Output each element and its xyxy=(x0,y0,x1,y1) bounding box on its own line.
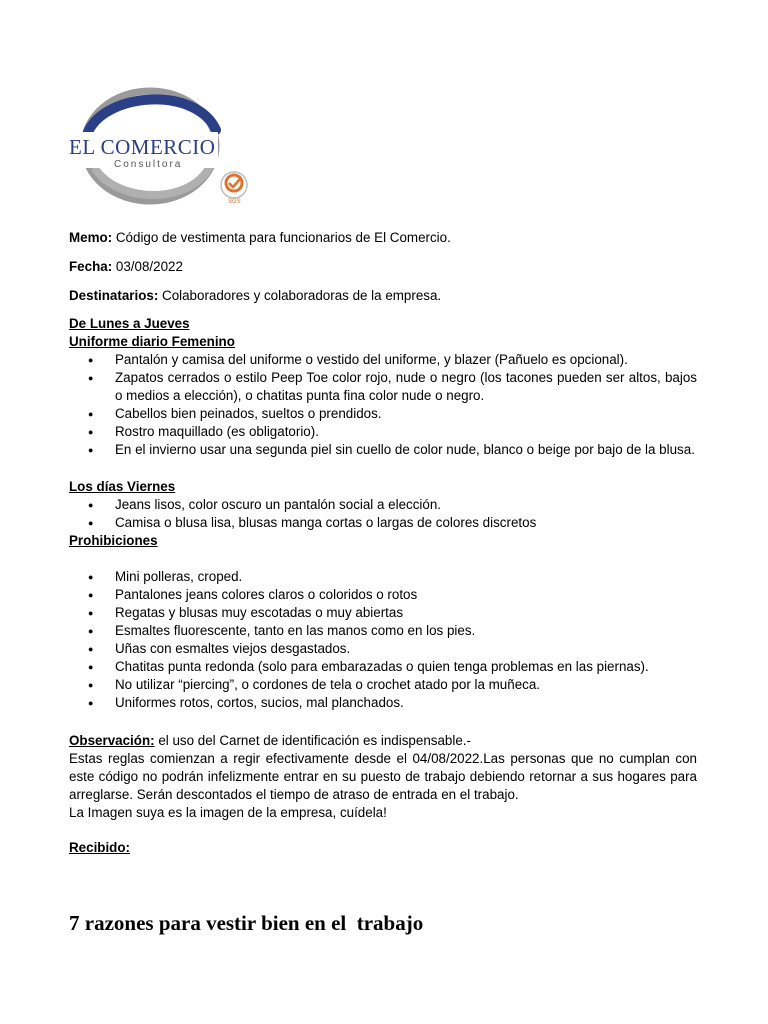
section-title: Prohibiciones xyxy=(69,533,158,548)
list-item: ● Regatas y blusas muy escotadas o muy abiertas xyxy=(69,604,697,622)
list-item: ● Jeans lisos, color oscuro un pantalón social a elección. xyxy=(69,496,697,514)
section-subtitle: Uniforme diario Femenino xyxy=(69,334,235,349)
fecha-label: Fecha: xyxy=(69,259,113,274)
company-logo xyxy=(66,86,256,208)
observacion-text: el uso del Carnet de identificación es indispensable.- xyxy=(154,733,471,748)
list-item: ● Mini polleras, croped. xyxy=(69,568,697,586)
page-heading: 7 razones para vestir bien en el trabajo xyxy=(69,911,424,935)
memo-line xyxy=(69,229,697,247)
list-item: ● Rostro maquillado (es obligatorio). xyxy=(69,423,697,441)
observacion-closing: La Imagen suya es la imagen de la empresa, cuídela! xyxy=(69,805,387,820)
memo-text: Código de vestimenta para funcionarios de El Comercio. xyxy=(112,230,451,245)
list-item: ● Zapatos cerrados o estilo Peep Toe color rojo, nude o negro (los tacones pueden ser altos, bajos o medios a elección), o chatitas punta fina color nude o negro. xyxy=(69,369,697,405)
sgs-label: SGS xyxy=(228,199,241,205)
list-item: ● Pantalones jeans colores claros o coloridos o rotos xyxy=(69,586,697,604)
list-item: ● Pantalón y camisa del uniforme o vestido del uniforme, y blazer (Pañuelo es opcional). xyxy=(69,351,697,369)
memo-label: Memo: xyxy=(69,230,113,245)
destinatarios-label: Destinatarios: xyxy=(69,288,159,303)
observacion-label: Observación: xyxy=(69,733,155,748)
section-title: De Lunes a Jueves xyxy=(69,316,190,331)
fecha-text: 03/08/2022 xyxy=(112,259,183,274)
list-item: ● En el invierno usar una segunda piel sin cuello de color nude, blanco o beige por bajo de la blusa. xyxy=(69,441,697,459)
list-item: ● Cabellos bien peinados, sueltos o prendidos. xyxy=(69,405,697,423)
destinatarios-text: Colaboradores y colaboradoras de la empresa. xyxy=(158,288,442,303)
list-item: ● Camisa o blusa lisa, blusas manga cortas o largas de colores discretos xyxy=(69,514,697,532)
section-viernes xyxy=(69,478,697,532)
el-comercio-logo-icon xyxy=(66,86,256,208)
destinatarios-line xyxy=(69,287,697,305)
section-prohibiciones xyxy=(69,532,697,712)
sgs-badge-icon xyxy=(221,172,247,205)
recibido-label: Recibido: xyxy=(69,840,131,855)
list-item: ● Uñas con esmaltes viejos desgastados. xyxy=(69,640,697,658)
fecha-line xyxy=(69,258,697,276)
logo-name: EL COMERCIO xyxy=(69,135,216,159)
section-title: Los días Viernes xyxy=(69,479,176,494)
observacion-block xyxy=(69,732,697,822)
list-item: ● No utilizar “piercing”, o cordones de tela o crochet atado por la muñeca. xyxy=(69,676,697,694)
section-lunes-jueves xyxy=(69,315,697,459)
list-item: ● Uniformes rotos, cortos, sucios, mal planchados. xyxy=(69,694,697,712)
list-item: ● Esmaltes fluorescente, tanto en las manos como en los pies. xyxy=(69,622,697,640)
logo-subtitle: Consultora xyxy=(114,159,183,170)
observacion-paragraph: Estas reglas comienzan a regir efectivamente desde el 04/08/2022.Las personas que no cumplan con este código no podrán infelizmente entrar en su puesto de trabajo debiendo retornar a sus hogares para arreglarse. Serán descontados el tiempo de atraso de entrada en el trabajo. xyxy=(69,751,697,802)
list-item: ● Chatitas punta redonda (solo para embarazadas o quien tenga problemas en las piernas). xyxy=(69,658,697,676)
recibido-line xyxy=(69,839,130,857)
